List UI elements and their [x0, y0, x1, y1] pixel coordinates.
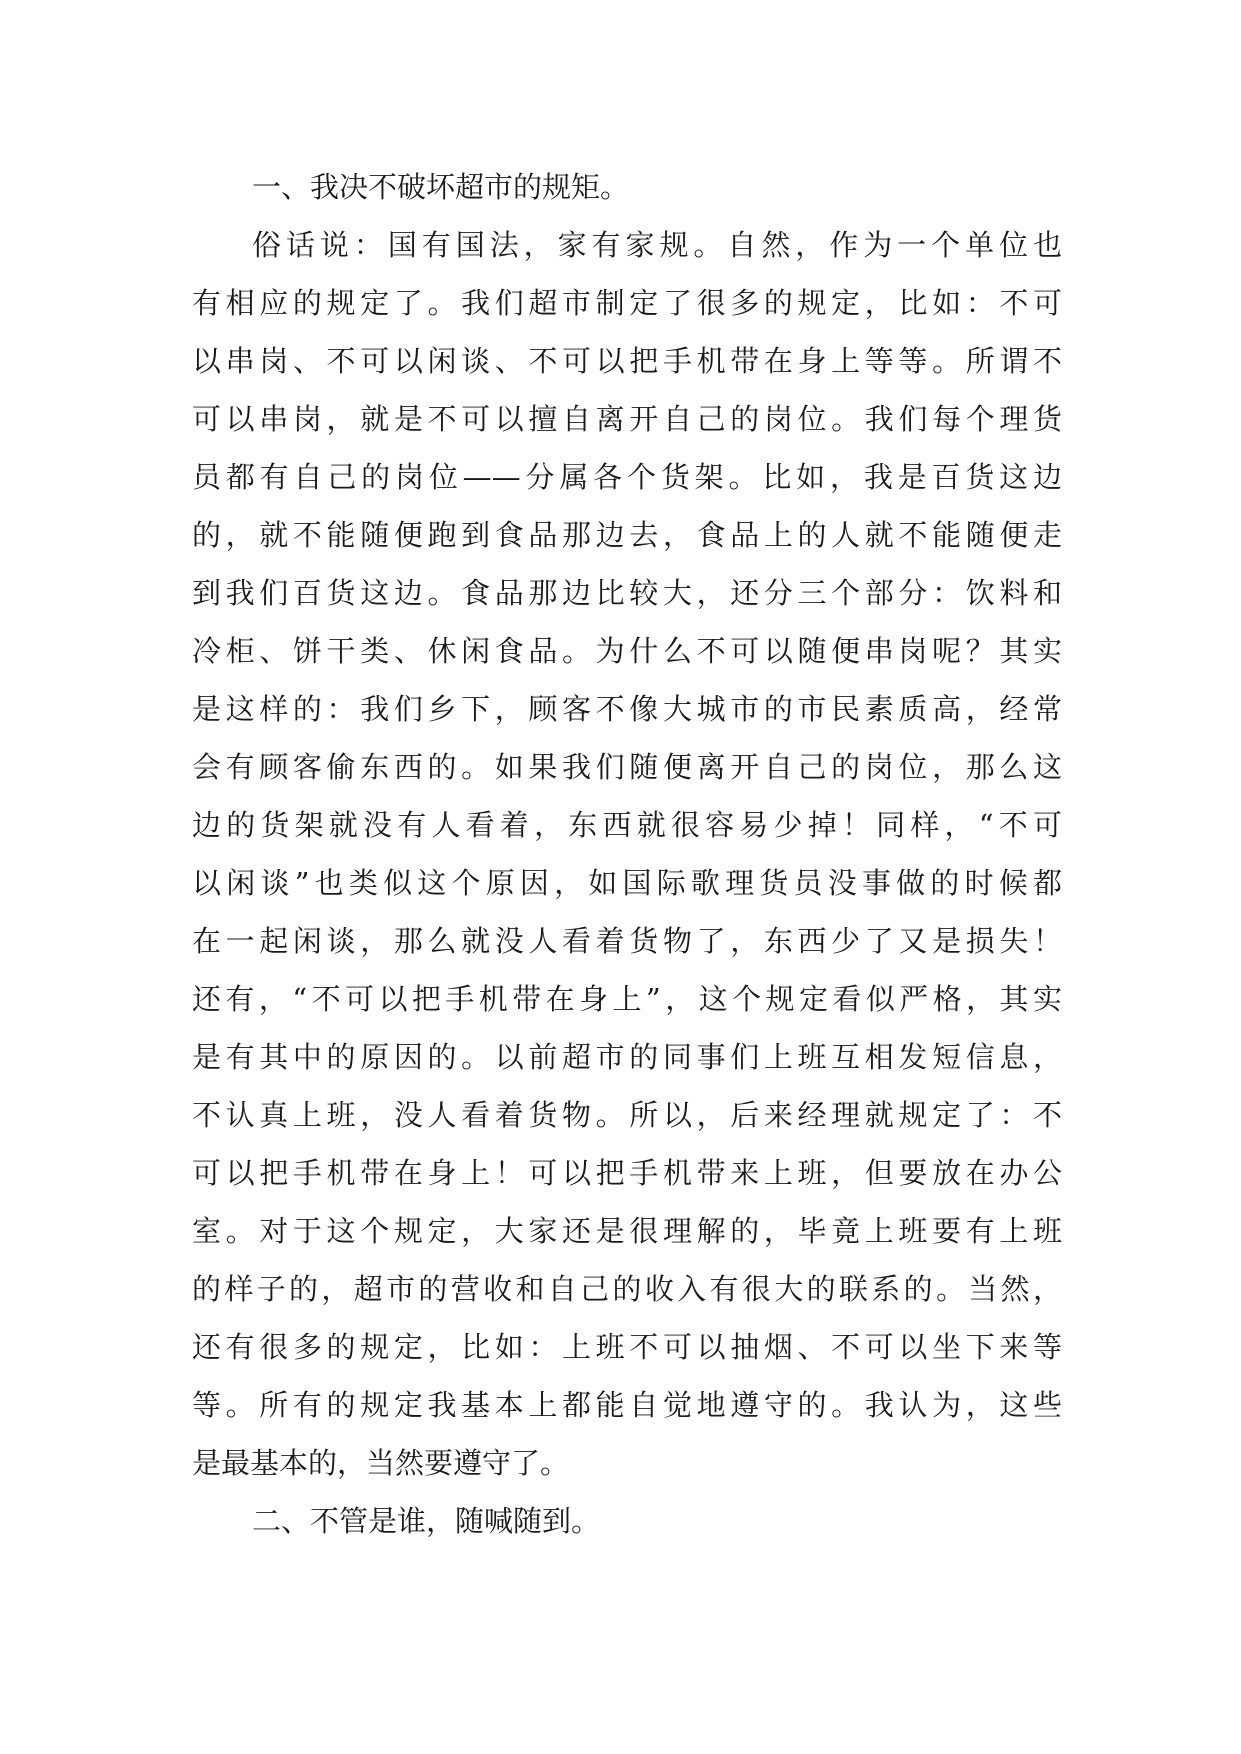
paragraph-line: 边的货架就没有人看着，东西就很容易少掉！同样，“不可 — [192, 808, 1062, 842]
paragraph-line: 以串岗、不可以闲谈、不可以把手机带在身上等等。所谓不 — [192, 344, 1062, 378]
paragraph-line: 还有，“不可以把手机带在身上”，这个规定看似严格，其实 — [192, 982, 1062, 1016]
paragraph-line: 有相应的规定了。我们超市制定了很多的规定，比如：不可 — [192, 286, 1062, 320]
paragraph-line: 可以把手机带在身上！可以把手机带来上班，但要放在办公 — [192, 1156, 1062, 1190]
paragraph-line: 俗话说：国有国法，家有家规。自然，作为一个单位也 — [252, 228, 1062, 262]
paragraph-line: 等。所有的规定我基本上都能自觉地遵守的。我认为，这些 — [192, 1388, 1062, 1422]
paragraph-line: 的，就不能随便跑到食品那边去，食品上的人就不能随便走 — [192, 518, 1062, 552]
paragraph-line: 不认真上班，没人看着货物。所以，后来经理就规定了：不 — [192, 1098, 1062, 1132]
section-heading-1: 一、我决不破坏超市的规矩。 — [252, 170, 630, 204]
paragraph-line: 可以串岗，就是不可以擅自离开自己的岗位。我们每个理货 — [192, 402, 1062, 436]
paragraph-line: 冷柜、饼干类、休闲食品。为什么不可以随便串岗呢？其实 — [192, 634, 1062, 668]
paragraph-line: 是有其中的原因的。以前超市的同事们上班互相发短信息， — [192, 1040, 1062, 1074]
paragraph-line: 还有很多的规定，比如：上班不可以抽烟、不可以坐下来等 — [192, 1330, 1062, 1364]
paragraph-line: 在一起闲谈，那么就没人看着货物了，东西少了又是损失！ — [192, 924, 1062, 958]
document-body — [192, 158, 1062, 1550]
paragraph-rules — [192, 216, 1062, 1492]
section-heading-2: 二、不管是谁，随喊随到。 — [252, 1504, 601, 1538]
paragraph-line: 到我们百货这边。食品那边比较大，还分三个部分：饮料和 — [192, 576, 1062, 610]
paragraph-line: 会有顾客偷东西的。如果我们随便离开自己的岗位，那么这 — [192, 750, 1062, 784]
paragraph-line: 员都有自己的岗位——分属各个货架。比如，我是百货这边 — [192, 460, 1062, 494]
paragraph-line: 的样子的，超市的营收和自己的收入有很大的联系的。当然， — [192, 1272, 1062, 1306]
paragraph-line: 是最基本的，当然要遵守了。 — [192, 1446, 570, 1480]
paragraph-line: 是这样的：我们乡下，顾客不像大城市的市民素质高，经常 — [192, 692, 1062, 726]
paragraph-line: 以闲谈”也类似这个原因，如国际歌理货员没事做的时候都 — [192, 866, 1062, 900]
paragraph-line: 室。对于这个规定，大家还是很理解的，毕竟上班要有上班 — [192, 1214, 1062, 1248]
